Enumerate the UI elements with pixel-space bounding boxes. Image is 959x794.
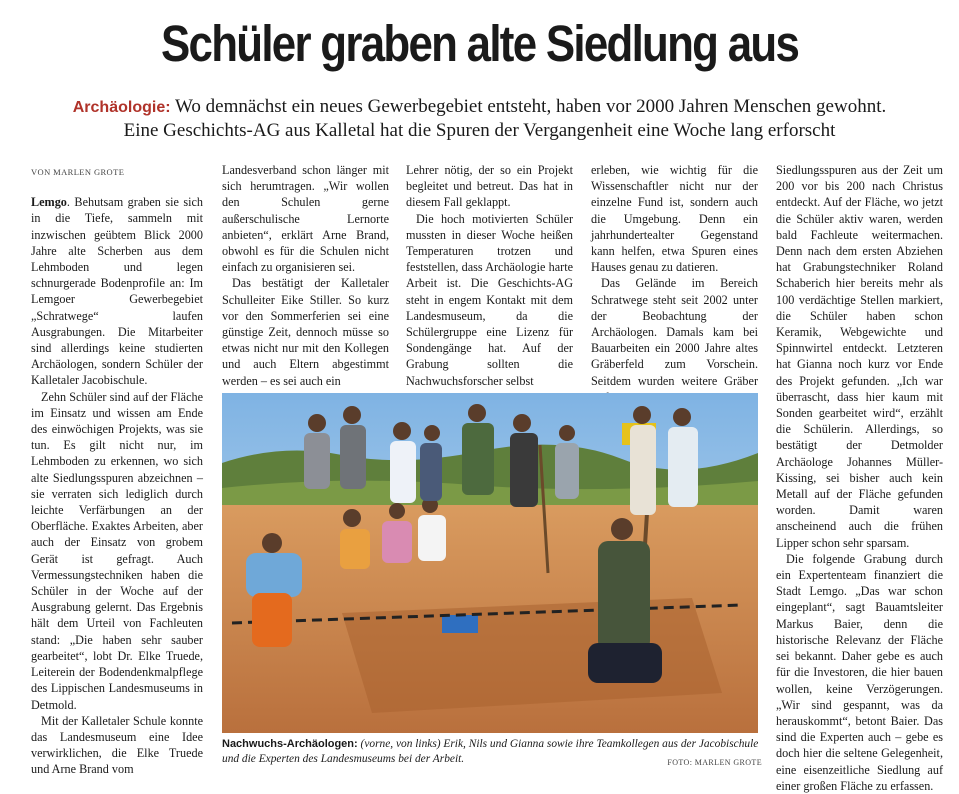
paragraph: Das Gelände im Bereich Schratwege steht seit 2002 unter der Beobachtung der Archäologen. Damals kam bei Bauarbeiten ein 2000 Jahre altes Gräberfeld zum Vorschein. Seitdem wurden weitere Gräber	[591, 276, 758, 388]
text-column-1	[31, 164, 203, 778]
byline: VON MARLEN GROTE	[31, 167, 125, 177]
caption-text: (vorne, von links) Erik, Nils und Gianna sowie ihre Teamkollegen aus der Jacobischule und die Experten des Landesmuseums bei der Arbeit.	[222, 738, 759, 765]
photo-credit: FOTO: MARLEN GROTE	[667, 758, 762, 767]
photo-caption	[222, 737, 762, 770]
text-column-5	[776, 162, 943, 794]
text-column-2	[222, 162, 389, 389]
headline: Schüler graben alte Siedlung aus	[160, 15, 799, 72]
paragraph: Lehrer nötig, der so ein Projekt begleitet und betreut. Das hat in diesem Fall geklappt.	[406, 163, 573, 210]
paragraph: Die hoch motivierten Schüler mussten in dieser Woche heißen Temperaturen trotzen und feststellen, dass Archäologie harte Arbeit ist. Die Geschichts-AG steht in engem Kontakt mit dem Landesmuseum, da die Schülergruppe eine Lizenz für Sondengänge hat. Auf der Grabung sollten die Nachwuchsforscher selbst	[406, 211, 573, 388]
subline-1-text: Wo demnächst ein neues Gewerbegebiet entsteht, haben vor 2000 Jahren Menschen gewohnt.	[174, 96, 887, 117]
text-column-3	[406, 162, 573, 389]
subline-1	[0, 95, 959, 119]
paragraph: Landesverband schon länger mit sich herumtragen. „Wir wollen den Schulen gerne außerschulische Lernorte anbieten“, erklärt Arne Brand, obwohl es für die Schulen nicht einfach zu organisieren sei.	[222, 163, 389, 275]
excavation-group-photo	[222, 393, 758, 733]
paragraph: Lemgo. Behutsam graben sie sich in die Tiefe, sammeln mit inzwischen geübtem Blick 2000 Jahre alte Scherben aus dem Lehmboden und legen schnurgerade Bodenprofile an: Im Lemgoer Gewerbegebiet „Schratwege“ laufen Ausgrabungen. Die Mitarbeiter sind allerdings keine studierten Archäologen, sondern Schüler der Kalletaler Jacobischule.	[31, 195, 203, 388]
text-column-4	[591, 162, 758, 405]
paragraph: Das bestätigt der Kalletaler Schulleiter Eike Stiller. So kurz vor den Sommerferien sei eine günstige Zeit, dennoch müsse so etwas nicht nur mit den Kollegen und auch Eltern abgestimmt werden – es sei auch ein	[222, 276, 389, 388]
subline-2: Eine Geschichts-AG aus Kalletal hat die Spuren der Vergangenheit eine Woche lang erforscht	[123, 120, 836, 141]
paragraph: Siedlungsspuren aus der Zeit um 200 vor bis 200 nach Christus entdeckt. Auf der Fläche, wo jetzt die Schüler aktiv waren, werden bald Fachleute weitermachen. Denn nach dem ersten Abziehen hat Grabungstechniker Roland Schaberich hier bereits mehr als 100 verdächtige Stellen markiert, die Schüler haben schon Keramik, Webgewichte und Spinnwirtel entdeckt. Letzteren hat Gianna noch kurz vor Ende des Projekt gefunden. „Ich war überrascht, dass hier kaum mit Sonden gearbeitet wird“, erzählt die Schülerin. Allerdings, so bestätigt der Detmolder Archäologe Johannes Müller-Kissing, sei bisher auch kein Metall auf der Fläche gefunden worden. Damit waren anscheinend auch die frühen Lipper schon sehr sparsam.	[776, 163, 943, 550]
paragraph: erleben, wie wichtig für die Wissenschaftler nicht nur der einzelne Fund ist, sondern auch die Umgebung. Denn ein jahrhundertealter Gegenstand kann helfen, etwa Spuren eines Hauses genau zu datieren.	[591, 163, 758, 275]
paragraph: Zehn Schüler sind auf der Fläche im Einsatz und wissen am Ende des einwöchigen Projekts, was sie tun. Es gilt nicht nur, im Lehmboden zu erkennen, wo sich alte Siedlungsspuren abzeichnen – sie verraten sich lediglich durch leichte Verfärbungen an der Oberfläche. Exaktes Arbeiten, aber auch der Einsatz von grobem Gerät ist gefragt. Auch Vermessungstechniken haben die Schüler in der Woche auf der Ausgrabung gelernt. Das Ergebnis hält dem Urteil von Fachleuten stand: „Die haben sehr sauber gearbeitet“, lobt Dr. Elke Truede, Leiterein der Bodendenkmalpflege des Lippischen Landesmuseums in Detmold.	[31, 389, 203, 712]
paragraph: Mit der Kalletaler Schule konnte das Landesmuseum eine Idee verwirklichen, die Elke Truede und Arne Brand vom	[31, 713, 203, 777]
caption-lead: Nachwuchs-Archäologen:	[222, 738, 358, 750]
paragraph: Die folgende Grabung durch ein Expertenteam finanziert die Stadt Lemgo. „Das war schon eingeplant“, sagt Bauamtsleiter Markus Baier, denn die historische Relevanz der Fläche sei bekannt. Daher gebe es auch für die Investoren, die hier bauen wollen, keine Verzögerungen. „Wir sind gespannt, was da herauskommt“, betont Baier. Das sind die Experten auch – gebe es doch hier die seltene Gelegenheit, eine eisenzeitliche Siedlung auf einer großen Fläche zu erfassen.	[776, 551, 943, 793]
kicker-label: Archäologie:	[72, 99, 171, 116]
dateline-city: Lemgo	[31, 195, 67, 210]
